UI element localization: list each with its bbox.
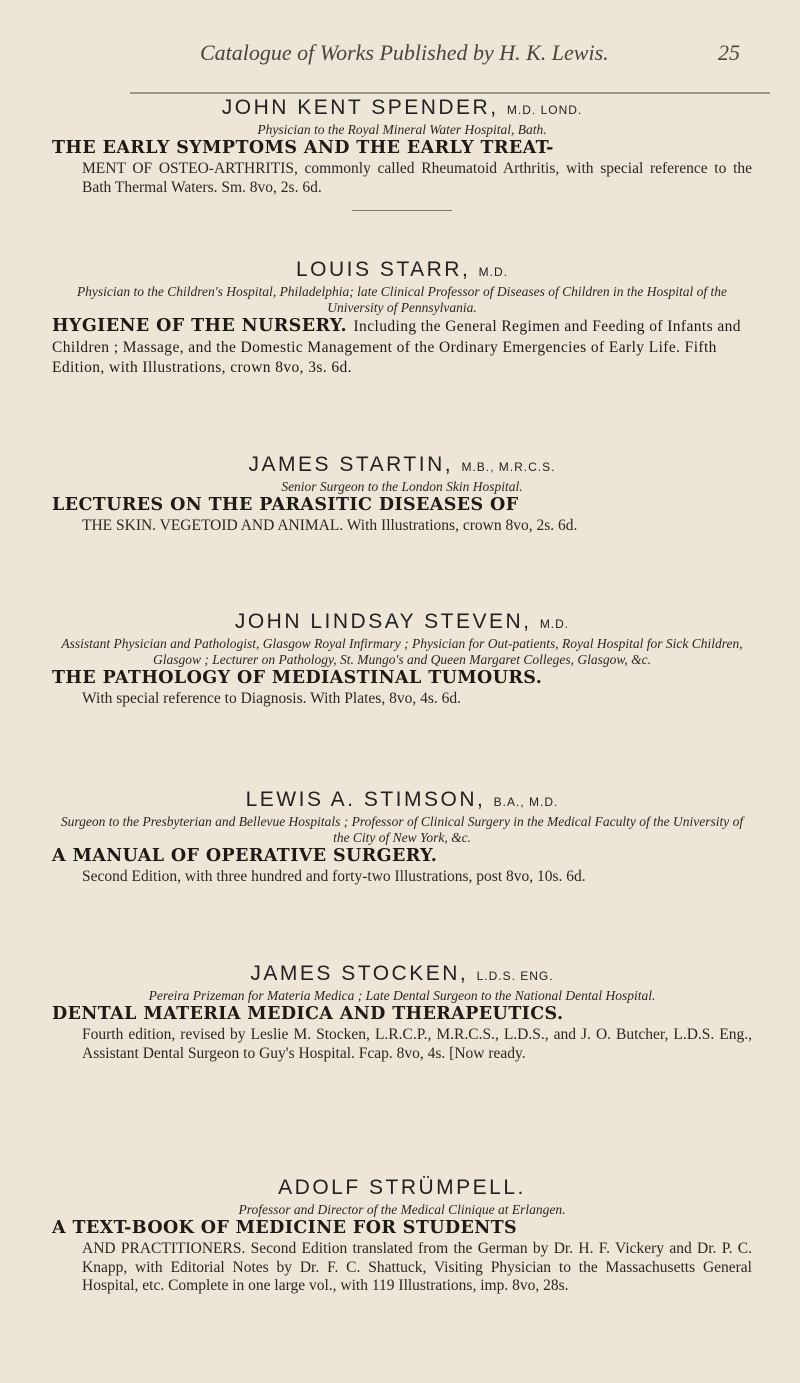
- work-description: THE SKIN. VEGETOID AND ANIMAL. With Illustrations, crown 8vo, 2s. 6d.: [82, 517, 578, 534]
- catalogue-entry-starr: [52, 258, 752, 378]
- author-position: Surgeon to the Presbyterian and Bellevue Hospitals ; Professor of Clinical Surgery in the Medical Faculty of the University of the City of New York, &c.: [60, 814, 744, 845]
- work-title: THE EARLY SYMPTOMS AND THE EARLY TREAT-: [52, 138, 554, 158]
- author-degrees: M.D. LOND.: [506, 103, 583, 117]
- work-description: Fourth edition, revised by Leslie M. Stocken, L.R.C.P., M.R.C.S., L.D.S., and J. O. Butcher, L.D.S. Eng., Assistant Dental Surgeon to Guy's Hospital. Fcap. 8vo, 4s. [Now ready.: [82, 1026, 752, 1062]
- author-name: JOHN LINDSAY STEVEN, M.D.: [234, 610, 570, 633]
- catalogue-entry-spender: [52, 96, 752, 197]
- author-degrees: M.B., M.R.C.S.: [461, 460, 556, 474]
- author-position: Assistant Physician and Pathologist, Glasgow Royal Infirmary ; Physician for Out-patients, Royal Hospital for Sick Children, Glasgow ; Lecturer on Pathology, St. Mungo's and Queen Margaret Colleges, Glasgow, &c.: [61, 636, 743, 667]
- author-position: Physician to the Children's Hospital, Philadelphia; late Clinical Professor of Diseases of Children in the Hospital of the University of Pennsylvania.: [76, 284, 728, 315]
- page-number: 25: [718, 40, 740, 65]
- catalogue-entry-startin: [52, 453, 752, 536]
- author-name: JAMES STOCKEN, L.D.S. ENG.: [250, 962, 554, 985]
- author-position: Senior Surgeon to the London Skin Hospital.: [281, 479, 523, 494]
- work-description: MENT OF OSTEO-ARTHRITIS, commonly called Rheumatoid Arthritis, with special reference to the Bath Thermal Waters. Sm. 8vo, 2s. 6d.: [82, 160, 752, 196]
- work-description: Including the General Regimen and Feeding of Infants and Children ; Massage, and the Domestic Management of the Ordinary Emergencies of Early Life. Fifth Edition, with Illustrations, crown 8vo, 3s. 6d.: [52, 318, 741, 376]
- author-name: LOUIS STARR, M.D.: [296, 258, 508, 281]
- work-title: DENTAL MATERIA MEDICA AND THERAPEUTICS.: [52, 1004, 564, 1024]
- header-rule: [130, 92, 770, 94]
- work-description: AND PRACTITIONERS. Second Edition translated from the German by Dr. H. F. Vickery and Dr. P. C. Knapp, with Editorial Notes by Dr. F. C. Shattuck, Visiting Physician to the Massachusetts General Hospital, etc. Complete in one large vol., with 119 Illustrations, imp. 8vo, 28s.: [82, 1240, 752, 1294]
- running-head-title: Catalogue of Works Published by H. K. Lewis.: [200, 40, 609, 65]
- work-title: LECTURES ON THE PARASITIC DISEASES OF: [52, 495, 519, 515]
- author-degrees: B.A., M.D.: [493, 795, 559, 809]
- work-title: A TEXT-BOOK OF MEDICINE FOR STUDENTS: [52, 1218, 518, 1238]
- author-name: ADOLF STRÜMPELL.: [278, 1176, 526, 1199]
- work-description: With special reference to Diagnosis. With Plates, 8vo, 4s. 6d.: [82, 690, 461, 707]
- author-degrees: L.D.S. ENG.: [476, 969, 554, 983]
- separator-rule: [352, 210, 452, 211]
- author-position: Pereira Prizeman for Materia Medica ; Late Dental Surgeon to the National Dental Hospital.: [148, 988, 656, 1003]
- author-position: Physician to the Royal Mineral Water Hospital, Bath.: [257, 122, 547, 137]
- catalogue-entry-steven: [52, 610, 752, 709]
- author-name: JAMES STARTIN, M.B., M.R.C.S.: [248, 453, 556, 476]
- work-title: HYGIENE OF THE NURSERY. Including the General Regimen and Feeding of Infants and Children ; Massage, and the Domestic Management of the Ordinary Emergencies of Early Life. Fifth Edition, with Illustrations, crown 8vo, 3s. 6d.: [52, 316, 741, 376]
- running-head: [200, 40, 740, 66]
- catalogue-entry-stimson: [52, 788, 752, 887]
- work-title: THE PATHOLOGY OF MEDIASTINAL TUMOURS.: [52, 668, 543, 688]
- catalogue-entry-stocken: [52, 962, 752, 1063]
- work-title: A MANUAL OF OPERATIVE SURGERY.: [52, 846, 438, 866]
- author-name: JOHN KENT SPENDER, M.D. LOND.: [221, 96, 583, 119]
- author-degrees: M.D.: [478, 265, 508, 279]
- author-name: LEWIS A. STIMSON, B.A., M.D.: [245, 788, 559, 811]
- catalogue-entry-strumpell: [52, 1176, 752, 1296]
- author-degrees: M.D.: [539, 617, 570, 631]
- work-description: Second Edition, with three hundred and forty-two Illustrations, post 8vo, 10s. 6d.: [82, 868, 586, 885]
- author-position: Professor and Director of the Medical Clinique at Erlangen.: [238, 1202, 566, 1217]
